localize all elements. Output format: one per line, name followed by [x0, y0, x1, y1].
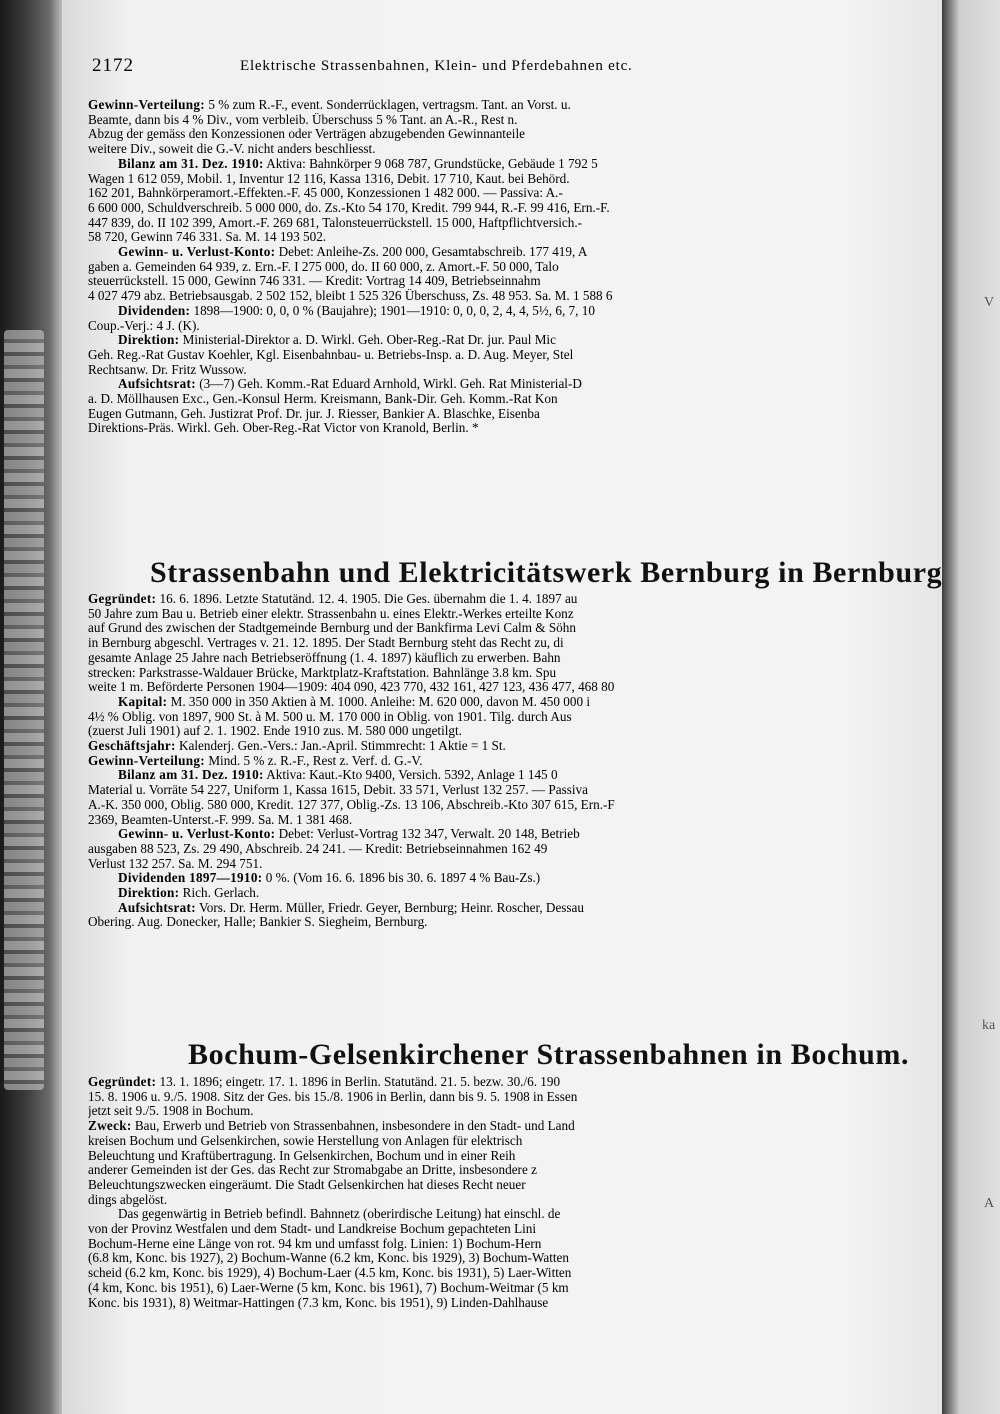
text-line: Bilanz am 31. Dez. 1910: Aktiva: Kaut.-Kto 9400, Versich. 5392, Anlage 1 145 0 — [118, 768, 558, 783]
text-line: Dividenden: 1898—1900: 0, 0, 0 % (Baujahre); 1901—1910: 0, 0, 0, 2, 4, 4, 5½, 6, 7, 10 — [118, 303, 595, 318]
page-number: 2172 — [92, 55, 134, 76]
text-line: (4 km, Konc. bis 1951), 6) Laer-Werne (5 km, Konc. bis 1961), 7) Bochum-Weitmar (5 km — [88, 1280, 569, 1295]
text-line: Kapital: M. 350 000 in 350 Aktien à M. 1000. Anleihe: M. 620 000, davon M. 450 000 i — [118, 694, 591, 709]
text-line: Verlust 132 257. Sa. M. 294 751. — [88, 856, 263, 871]
facing-page-edge — [942, 0, 1000, 1414]
section-2-title: Strassenbahn und Elektricitätswerk Bernburg in Bernburg — [150, 556, 943, 589]
spine-lettering — [4, 330, 44, 1090]
text-line: steuerrückstell. 15 000, Gewinn 746 331. — Kredit: Vortrag 14 409, Betriebseinnahm — [88, 274, 541, 289]
text-line: Eugen Gutmann, Geh. Justizrat Prof. Dr. jur. J. Riesser, Bankier A. Blaschke, Eisenba — [88, 406, 540, 421]
text-line: Gewinn-Verteilung: Mind. 5 % z. R.-F., Rest z. Verf. d. G.-V. — [88, 753, 423, 768]
text-line: Direktions-Präs. Wirkl. Geh. Ober-Reg.-Rat Victor von Kranold, Berlin. * — [88, 421, 479, 436]
text-line: Gegründet: 16. 6. 1896. Letzte Statutänd. 12. 4. 1905. Die Ges. übernahm die 1. 4. 1897 au — [88, 592, 578, 606]
section-3-body — [88, 1075, 878, 1405]
text-line: Geh. Reg.-Rat Gustav Koehler, Kgl. Eisenbahnbau- u. Betriebs-Insp. a. D. Aug. Meyer, Stel — [88, 347, 574, 362]
text-line: anderer Gemeinden ist der Ges. das Recht zur Stromabgabe an Dritte, insbesondere z — [88, 1163, 537, 1178]
text-line: Zweck: Bau, Erwerb und Betrieb von Strassenbahnen, insbesondere in den Stadt- und Land — [88, 1119, 575, 1134]
text-line: (zuerst Juli 1901) auf 2. 1. 1902. Ende 1910 zus. M. 580 000 ungetilgt. — [88, 724, 462, 739]
text-line: 15. 8. 1906 u. 9./5. 1908. Sitz der Ges. bis 15./8. 1906 in Berlin, dann bis 9. 5. 1908 in Essen — [88, 1089, 578, 1104]
text-line: Wagen 1 612 059, Mobil. 1, Inventur 12 116, Kassa 1316, Debit. 17 710, Kaut. bei Behörd. — [88, 171, 570, 186]
text-line: strecken: Parkstrasse-Waldauer Brücke, Marktplatz-Kraftstation. Bahnlänge 3.8 km. Spu — [88, 665, 557, 680]
section-1-body — [88, 98, 878, 518]
text-line: Dividenden 1897—1910: 0 %. (Vom 16. 6. 1896 bis 30. 6. 1897 4 % Bau-Zs.) — [118, 871, 541, 886]
text-line: Bochum-Herne eine Länge von rot. 94 km und umfasst folg. Linien: 1) Bochum-Hern — [88, 1236, 542, 1251]
text-line: weitere Div., soweit die G.-V. nicht anders beschliesst. — [88, 142, 376, 157]
section-2-body — [88, 592, 878, 1012]
text-line: Rechtsanw. Dr. Fritz Wussow. — [88, 362, 247, 377]
text-line: von der Provinz Westfalen und dem Stadt- und Landkreise Bochum gepachteten Lini — [88, 1222, 537, 1237]
text-line: Direktion: Ministerial-Direktor a. D. Wirkl. Geh. Ober-Reg.-Rat Dr. jur. Paul Mic — [118, 333, 556, 348]
text-line: Direktion: Rich. Gerlach. — [118, 886, 260, 901]
text-line: 162 201, Bahnkörperamort.-Effekten.-F. 45 000, Konzessionen 1 482 000. — Passiva: A.- — [88, 186, 563, 201]
margin-mark-ka: ka — [982, 1018, 996, 1033]
running-title: Elektrische Strassenbahnen, Klein- und Pferdebahnen etc. — [240, 58, 633, 74]
text-line: 50 Jahre zum Bau u. Betrieb einer elektr. Strassenbahn u. eines Elektr.-Werkes erteilte Konz — [88, 606, 574, 621]
margin-mark-a: A — [984, 1196, 995, 1211]
text-line: 4½ % Oblig. von 1897, 900 St. à M. 500 u. M. 170 000 in Oblig. von 1901. Tilg. durch Aus — [88, 709, 572, 724]
text-line: 6 600 000, Schuldverschreib. 5 000 000, do. Zs.-Kto 54 170, Kredit. 799 944, R.-F. 99 416, Ern.-F. — [88, 200, 610, 215]
text-line: Konc. bis 1931), 8) Weitmar-Hattingen (7.3 km, Konc. bis 1951), 9) Linden-Dahlhause — [88, 1295, 549, 1310]
text-line: 58 720, Gewinn 746 331. Sa. M. 14 193 502. — [88, 230, 327, 245]
text-line: 447 839, do. II 102 399, Amort.-F. 269 681, Talonsteuerrückstell. 15 000, Haftpflichtversich.- — [88, 215, 583, 230]
text-line: a. D. Möllhausen Exc., Gen.-Konsul Herm. Kreismann, Bank-Dir. Geh. Komm.-Rat Kon — [88, 392, 558, 407]
text-line: Bilanz am 31. Dez. 1910: Aktiva: Bahnkörper 9 068 787, Grundstücke, Gebäude 1 792 5 — [118, 156, 598, 171]
text-line: gesamte Anlage 25 Jahre nach Betriebseröffnung (1. 4. 1897) käuflich zu erwerben. Bahn — [88, 650, 561, 665]
text-line: weite 1 m. Beförderte Personen 1904—1909: 404 090, 423 770, 432 161, 427 123, 436 477, 468 80 — [88, 680, 615, 695]
text-line: Gewinn- u. Verlust-Konto: Debet: Anleihe-Zs. 200 000, Gesamtabschreib. 177 419, A — [118, 245, 588, 260]
text-line: Aufsichtsrat: Vors. Dr. Herm. Müller, Friedr. Geyer, Bernburg; Heinr. Roscher, Dessau — [118, 900, 585, 915]
text-line: Material u. Vorräte 54 227, Uniform 1, Kassa 1615, Debit. 33 571, Verlust 132 257. — Passiva — [88, 783, 588, 798]
text-line: Abzug der gemäss den Konzessionen oder Verträgen abzugebenden Gewinnanteile — [88, 127, 525, 142]
text-line: (6.8 km, Konc. bis 1927), 2) Bochum-Wanne (6.2 km, Konc. bis 1929), 3) Bochum-Watten — [88, 1251, 569, 1266]
text-line: dings abgelöst. — [88, 1192, 168, 1207]
text-line: in Bernburg abgeschl. Vertrages v. 21. 12. 1895. Der Stadt Bernburg steht das Recht zu, di — [88, 636, 564, 651]
text-line: Geschäftsjahr: Kalenderj. Gen.-Vers.: Jan.-April. Stimmrecht: 1 Aktie = 1 St. — [88, 739, 506, 754]
text-line: Beamte, dann bis 4 % Div., vom verbleib. Überschuss 5 % Tant. an A.-R., Rest n. — [88, 112, 518, 127]
text-line: Gewinn- u. Verlust-Konto: Debet: Verlust-Vortrag 132 347, Verwalt. 20 148, Betrieb — [118, 827, 580, 842]
text-line: Beleuchtung und Kraftübertragung. In Gelsenkirchen, Bochum und in einer Reih — [88, 1148, 516, 1163]
text-line: scheid (6.2 km, Konc. bis 1929), 4) Bochum-Laer (4.5 km, Konc. bis 1931), 5) Laer-Witten — [88, 1266, 572, 1281]
text-line: ausgaben 88 523, Zs. 29 490, Abschreib. 24 241. — Kredit: Betriebseinnahmen 162 49 — [88, 841, 548, 856]
book-spine — [0, 0, 62, 1414]
text-line: gaben a. Gemeinden 64 939, z. Ern.-F. I 275 000, do. II 60 000, z. Amort.-F. 50 000, Talo — [88, 259, 559, 274]
text-line: Obering. Aug. Donecker, Halle; Bankier S. Siegheim, Bernburg. — [88, 915, 428, 930]
text-line: 2369, Beamten-Unterst.-F. 999. Sa. M. 1 381 468. — [88, 812, 353, 827]
text-line: Aufsichtsrat: (3—7) Geh. Komm.-Rat Eduard Arnhold, Wirkl. Geh. Rat Ministerial-D — [118, 377, 582, 392]
text-line: kreisen Bochum und Gelsenkirchen, sowie Herstellung von Anlagen für elektrisch — [88, 1133, 523, 1148]
text-line: 4 027 479 abz. Betriebsausgab. 2 502 152, bleibt 1 525 326 Überschuss, Zs. 48 953. Sa. M. 1 588 6 — [88, 289, 613, 304]
text-line: Gewinn-Verteilung: 5 % zum R.-F., event. Sonderrücklagen, vertragsm. Tant. an Vorst. u. — [88, 98, 571, 112]
text-line: Beleuchtungszwecken eingeräumt. Die Stadt Gelsenkirchen hat dieses Recht neuer — [88, 1177, 526, 1192]
text-line: Gegründet: 13. 1. 1896; eingetr. 17. 1. 1896 in Berlin. Statutänd. 21. 5. bezw. 30./6. 190 — [88, 1075, 561, 1089]
text-line: Coup.-Verj.: 4 J. (K). — [88, 318, 200, 333]
text-line: jetzt seit 9./5. 1908 in Bochum. — [88, 1104, 254, 1119]
page-header — [92, 55, 812, 85]
text-line: Das gegenwärtig in Betrieb befindl. Bahnnetz (oberirdische Leitung) hat einschl. de — [118, 1207, 561, 1222]
text-line: A.-K. 350 000, Oblig. 580 000, Kredit. 127 377, Oblig.-Zs. 13 106, Abschreib.-Kto 307 615, Ern.-F — [88, 797, 615, 812]
text-line: auf Grund des zwischen der Stadtgemeinde Bernburg und der Bankfirma Levi Calm & Söhn — [88, 621, 576, 636]
margin-mark-v: V — [984, 295, 995, 310]
section-3-title: Bochum-Gelsenkirchener Strassenbahnen in Bochum. — [188, 1038, 910, 1071]
